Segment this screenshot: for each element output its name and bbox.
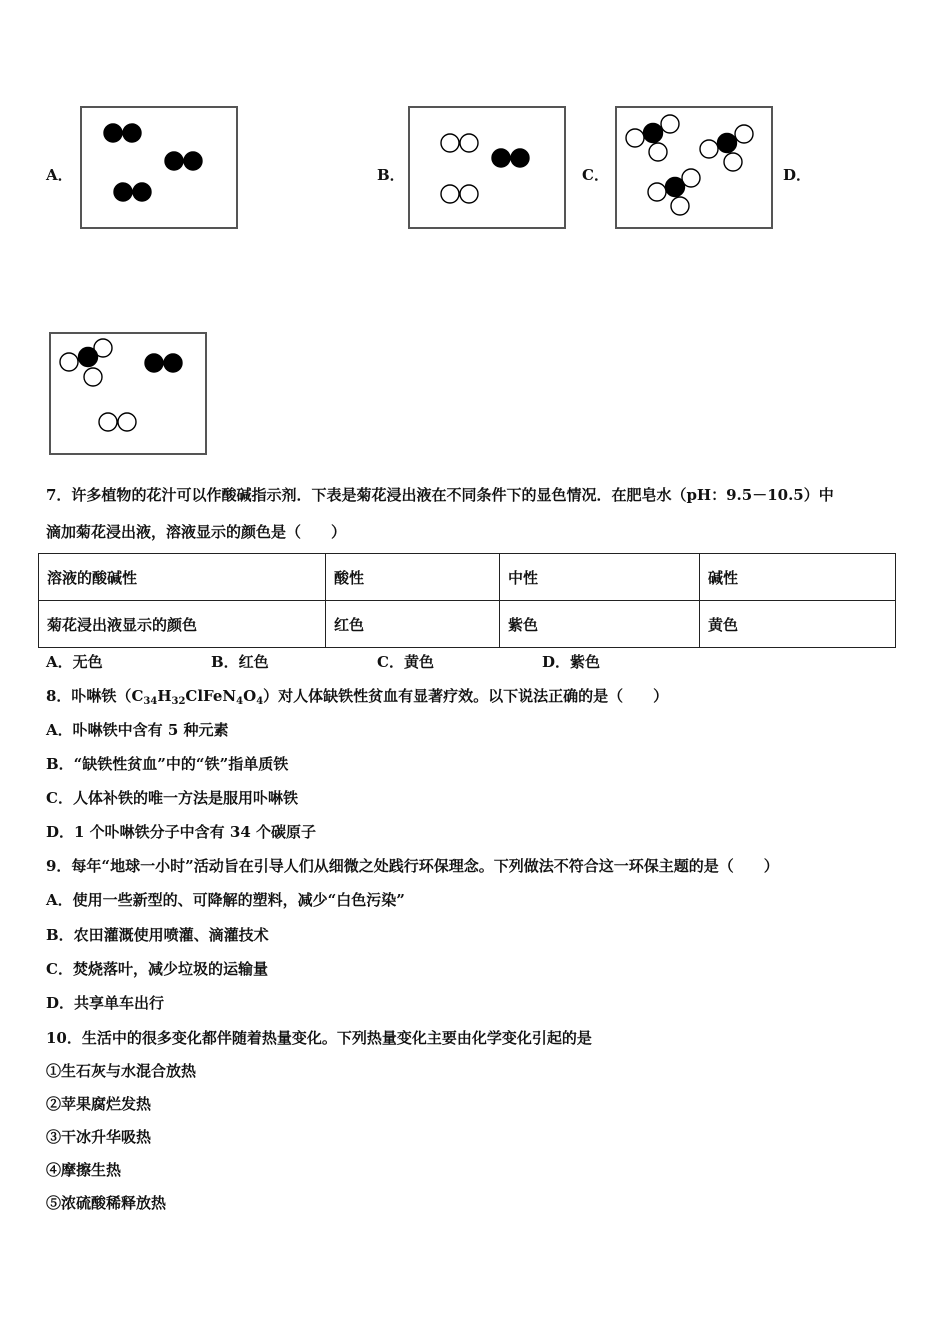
question-9-stem: 9．每年“地球一小时”活动旨在引导人们从细微之处践行环保理念。下列做法不符合这一环保主题的是（ ）	[46, 857, 779, 875]
option-a-label: A．	[46, 166, 73, 184]
molecule-diagram-a	[80, 106, 238, 229]
question-8-stem: 8．卟啉铁$(C_{34}H_{32}ClFeN_4O_4)$对人体缺铁性贫血有显著疗效。以下说法正确的是（ ）	[46, 687, 669, 707]
question-9-option-c: C．焚烧落叶，减少垃圾的运输量	[46, 960, 268, 978]
table-cell: 黄色	[700, 601, 896, 648]
molecule-diagram-d	[49, 332, 207, 455]
question-7-stem-line1: 7．许多植物的花汁可以作酸碱指示剂．下表是菊花浸出液在不同条件下的显色情况．在肥皂水（pH：9.5－10.5）中	[46, 486, 834, 504]
question-10-stem: 10．生活中的很多变化都伴随着热量变化。下列热量变化主要由化学变化引起的是	[46, 1029, 592, 1047]
question-9-option-b: B．农田灌溉使用喷灌、滴灌技术	[46, 926, 269, 944]
question-8-option-b: B．“缺铁性贫血”中的“铁”指单质铁	[46, 755, 289, 773]
question-7-stem-line2: 滴加菊花浸出液，溶液显示的颜色是（ ）	[46, 523, 347, 541]
option-c-label: C．	[582, 166, 609, 184]
question-7-option-d: D．紫色	[542, 653, 601, 671]
question-7-option-c: C．黄色	[377, 653, 434, 671]
table-row	[39, 601, 896, 648]
table-cell: 菊花浸出液显示的颜色	[39, 601, 326, 648]
table-cell: 紫色	[500, 601, 700, 648]
table-cell: 中性	[500, 554, 700, 601]
question-8-option-a: A．卟啉铁中含有 5 种元素	[46, 721, 229, 739]
table-header-row	[39, 554, 896, 601]
question-7-option-a: A．无色	[46, 653, 103, 671]
option-b-label: B．	[377, 166, 405, 184]
table-cell: 酸性	[326, 554, 500, 601]
question-10-item: ③干冰升华吸热	[46, 1128, 152, 1146]
table-cell: 溶液的酸碱性	[39, 554, 326, 601]
molecule-diagram-c	[615, 106, 773, 229]
question-10-item: ②苹果腐烂发热	[46, 1095, 152, 1113]
molecule-diagram-b	[408, 106, 566, 229]
option-d-label: D．	[783, 166, 812, 184]
question-10-item: ④摩擦生热	[46, 1161, 122, 1179]
question-10-item: ⑤浓硫酸稀释放热	[46, 1194, 167, 1212]
indicator-color-table	[38, 553, 896, 648]
question-9-option-a: A．使用一些新型的、可降解的塑料，减少“白色污染”	[46, 891, 405, 909]
question-7-option-b: B．红色	[211, 653, 269, 671]
table-cell: 碱性	[700, 554, 896, 601]
question-8-option-c: C．人体补铁的唯一方法是服用卟啉铁	[46, 789, 298, 807]
table-cell: 红色	[326, 601, 500, 648]
question-8-option-d: D．1 个卟啉铁分子中含有 34 个碳原子	[46, 823, 316, 841]
question-9-option-d: D．共享单车出行	[46, 994, 165, 1012]
question-10-item: ①生石灰与水混合放热	[46, 1062, 197, 1080]
